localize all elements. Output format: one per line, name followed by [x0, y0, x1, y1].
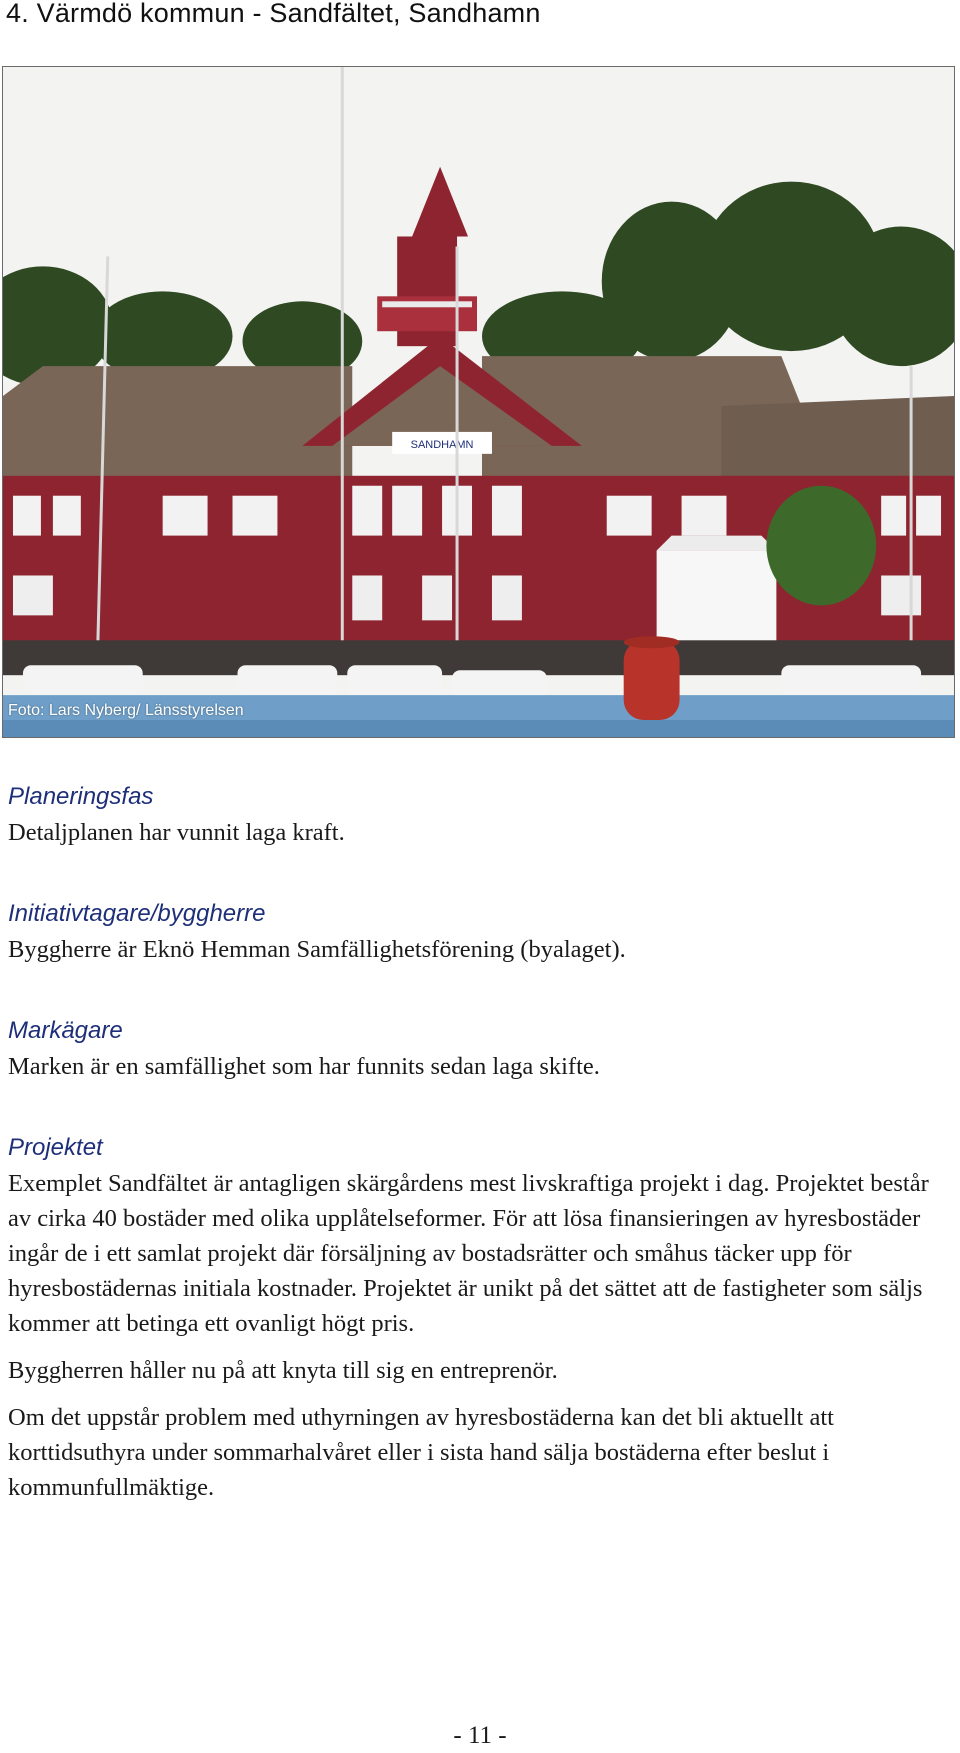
- section-heading: Planeringsfas: [8, 783, 154, 810]
- paragraph: Marken är en samfällighet som har funnits sedan laga skifte.: [8, 1053, 600, 1080]
- harbor-illustration: [3, 67, 954, 737]
- section-planeringsfas: [8, 783, 938, 850]
- section-markagare: [8, 1017, 938, 1084]
- paragraph: Om det uppstår problem med uthyrningen av hyresbostäderna kan det bli aktuellt att korttidsuthyra under sommarhalvåret eller i sista hand sälja bostäderna efter beslut i kommunfullmäktige.: [8, 1404, 834, 1501]
- section-projektet: [8, 1134, 938, 1505]
- page-title: 4. Värmdö kommun - Sandfältet, Sandhamn: [6, 0, 541, 28]
- section-heading: Projektet: [8, 1134, 103, 1161]
- section-heading: Markägare: [8, 1017, 123, 1044]
- section-heading: Initiativtagare/byggherre: [8, 900, 266, 927]
- paragraph: Detaljplanen har vunnit laga kraft.: [8, 819, 345, 846]
- paragraph: Exemplet Sandfältet är antagligen skärgårdens mest livskraftiga projekt i dag. Projektet består av cirka 40 bostäder med olika upplåtelseformer. För att lösa finansieringen av hyresbostäder ingår de i ett samlat projekt där försäljning av bostadsrätter och småhus täcker upp för hyresbostädernas initiala kostnader. Projektet är unikt på det sättet att de fastigheter som säljs kommer att betinga ett ovanligt högt pris.: [8, 1170, 929, 1337]
- harbor-photo: [2, 66, 955, 738]
- page-number: - 11 -: [453, 1722, 507, 1749]
- building-sign: SANDHAMN: [410, 438, 474, 451]
- paragraph: Byggherren håller nu på att knyta till sig en entreprenör.: [8, 1357, 558, 1384]
- section-initiativtagare: [8, 900, 938, 967]
- paragraph: Byggherre är Eknö Hemman Samfällighetsförening (byalaget).: [8, 936, 626, 963]
- photo-credit: Foto: Lars Nyberg/ Länsstyrelsen: [8, 702, 244, 719]
